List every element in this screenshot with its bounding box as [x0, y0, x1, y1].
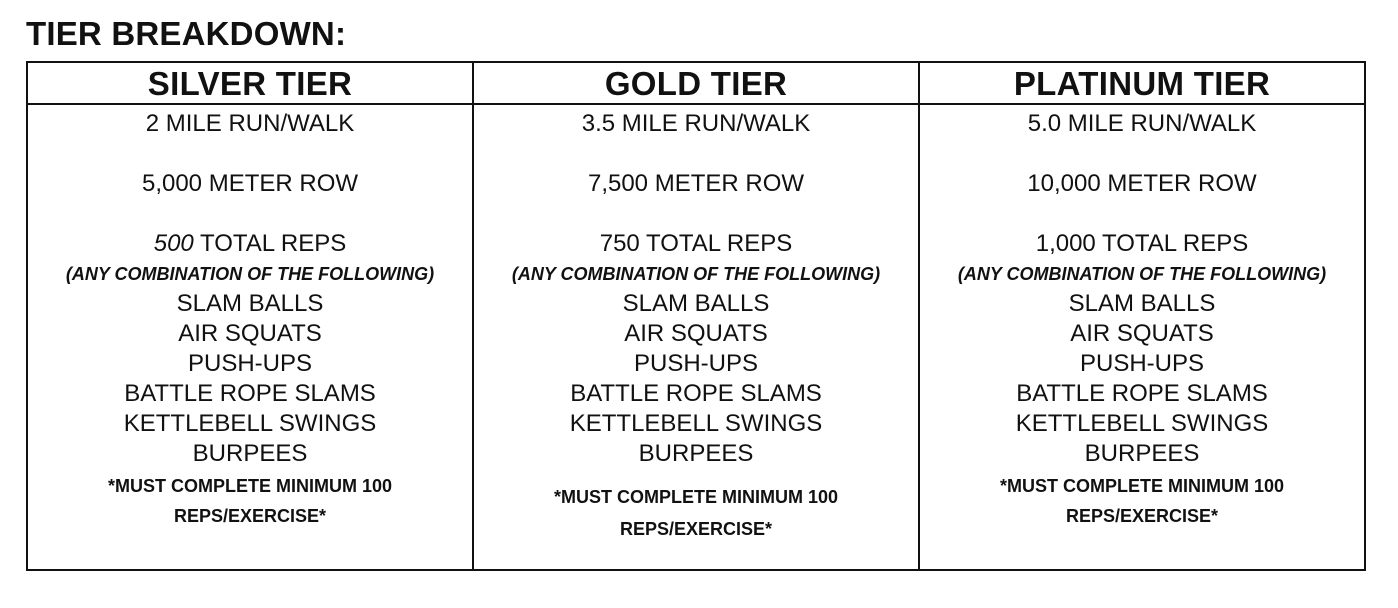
exercise-item: SLAM BALLS: [176, 290, 324, 317]
combination-note: (ANY COMBINATION OF THE FOLLOWING): [511, 264, 881, 284]
row-requirement: 5,000 METER ROW: [141, 170, 359, 197]
minimum-reps-note-line2: REPS/EXERCISE*: [619, 519, 773, 539]
minimum-reps-note: [28, 471, 472, 531]
exercise-item: BATTLE ROPE SLAMS: [124, 380, 376, 407]
row-requirement: 10,000 METER ROW: [1027, 170, 1257, 197]
exercise-item: BATTLE ROPE SLAMS: [1016, 380, 1268, 407]
total-reps-number: 1,000: [1035, 230, 1096, 257]
tier-body: [474, 105, 918, 545]
exercise-item: AIR SQUATS: [1070, 320, 1214, 347]
run-requirement: 3.5 MILE RUN/WALK: [581, 110, 811, 137]
exercise-item: PUSH-UPS: [1079, 350, 1205, 377]
run-requirement: 2 MILE RUN/WALK: [145, 110, 355, 137]
tier-column-silver: [28, 63, 474, 569]
minimum-reps-note-line2: REPS/EXERCISE*: [173, 506, 327, 526]
exercise-item: SLAM BALLS: [1068, 290, 1216, 317]
total-reps-number: 500: [153, 230, 194, 257]
minimum-reps-note-line1: *MUST COMPLETE MINIMUM 100: [107, 476, 393, 496]
exercise-item: KETTLEBELL SWINGS: [123, 410, 377, 437]
total-reps: [920, 229, 1364, 259]
combination-note: (ANY COMBINATION OF THE FOLLOWING): [957, 264, 1327, 284]
exercise-item: PUSH-UPS: [187, 350, 313, 377]
total-reps: [28, 229, 472, 259]
total-reps-label: TOTAL REPS: [1095, 230, 1249, 257]
minimum-reps-note-line2: REPS/EXERCISE*: [1065, 506, 1219, 526]
minimum-reps-note: [474, 481, 918, 545]
total-reps: [474, 229, 918, 259]
tier-column-platinum: [920, 63, 1364, 569]
total-reps-number: 750: [599, 230, 640, 257]
page-title: TIER BREAKDOWN:: [26, 15, 347, 52]
exercise-item: SLAM BALLS: [622, 290, 770, 317]
tier-heading: PLATINUM TIER: [920, 63, 1364, 105]
tier-heading: SILVER TIER: [28, 63, 472, 105]
exercise-item: PUSH-UPS: [633, 350, 759, 377]
exercise-item: AIR SQUATS: [178, 320, 322, 347]
tier-body: [28, 105, 472, 531]
exercise-item: BATTLE ROPE SLAMS: [570, 380, 822, 407]
tier-body: [920, 105, 1364, 531]
exercise-item: KETTLEBELL SWINGS: [1015, 410, 1269, 437]
exercise-item: BURPEES: [638, 440, 754, 467]
minimum-reps-note: [920, 471, 1364, 531]
exercise-item: AIR SQUATS: [624, 320, 768, 347]
exercise-item: BURPEES: [1084, 440, 1200, 467]
tier-table: [26, 61, 1366, 571]
total-reps-label: TOTAL REPS: [639, 230, 793, 257]
total-reps-label: TOTAL REPS: [193, 230, 347, 257]
tier-column-gold: [474, 63, 920, 569]
combination-note: (ANY COMBINATION OF THE FOLLOWING): [65, 264, 435, 284]
tier-heading: GOLD TIER: [474, 63, 918, 105]
row-requirement: 7,500 METER ROW: [587, 170, 805, 197]
minimum-reps-note-line1: *MUST COMPLETE MINIMUM 100: [999, 476, 1285, 496]
exercise-item: BURPEES: [192, 440, 308, 467]
exercise-item: KETTLEBELL SWINGS: [569, 410, 823, 437]
minimum-reps-note-line1: *MUST COMPLETE MINIMUM 100: [553, 487, 839, 507]
run-requirement: 5.0 MILE RUN/WALK: [1027, 110, 1257, 137]
